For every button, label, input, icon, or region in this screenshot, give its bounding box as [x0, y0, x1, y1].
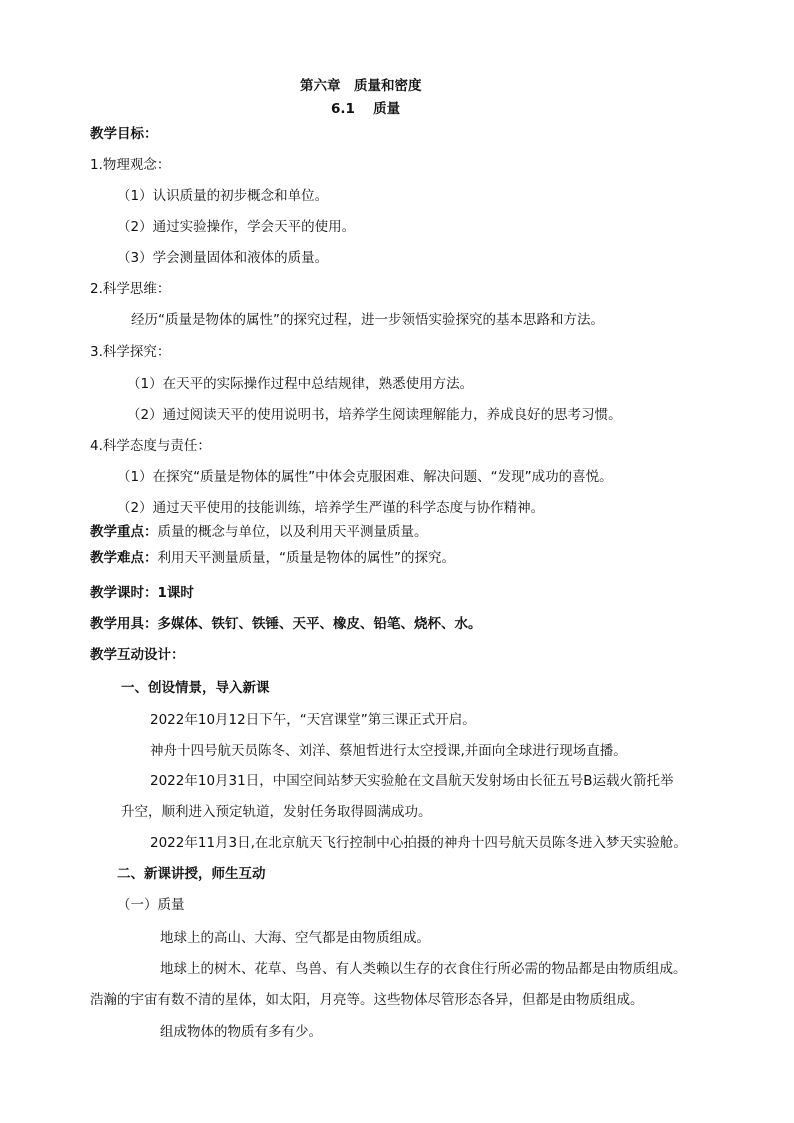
obj3-heading: 3.科学探究： [90, 344, 171, 360]
difficulties-label: 教学难点： [90, 550, 158, 566]
chapter-title: 第六章 质量和密度 [300, 78, 422, 94]
key-points-text: 质量的概念与单位，以及利用天平测量质量。 [157, 524, 428, 540]
part1-line: 神舟十四号航天员陈冬、刘洋、蔡旭哲进行太空授课,并面向全球进行现场直播。 [150, 743, 627, 759]
part1-heading: 一、创设情景，导入新课 [121, 680, 270, 696]
interaction-heading: 教学互动设计： [90, 647, 185, 663]
obj1-item: （3）学会测量固体和液体的质量。 [117, 250, 329, 266]
part1-line: 2022年11月3日,在北京航天飞行控制中心拍摄的神舟十四号航天员陈冬进入梦天实验舱。 [150, 835, 687, 851]
difficulties-text: 利用天平测量质量，“质量是物体的属性”的探究。 [157, 550, 455, 566]
difficulties [90, 549, 455, 567]
obj1-item: （2）通过实验操作，学会天平的使用。 [117, 219, 356, 235]
sub1-line: 地球上的树木、花草、鸟兽、有人类赖以生存的衣食住行所必需的物品都是由物质组成。 [160, 961, 687, 977]
sub1-line: 组成物体的物质有多有少。 [160, 1024, 322, 1040]
part2-heading: 二、新课讲授，师生互动 [117, 866, 266, 882]
part1-line: 2022年10月31日，中国空间站梦天实验舱在文昌航天发射场由长征五号B运载火箭托举 [150, 773, 674, 789]
obj3-item: （1）在天平的实际操作过程中总结规律，熟悉使用方法。 [127, 376, 474, 392]
obj1-item: （1）认识质量的初步概念和单位。 [117, 188, 329, 204]
part1-line: 升空，顺利进入预定轨道，发射任务取得圆满成功。 [121, 804, 432, 820]
sub1-line: 地球上的高山、大海、空气都是由物质组成。 [160, 930, 430, 946]
obj3-item: （2）通过阅读天平的使用说明书，培养学生阅读理解能力，养成良好的思考习惯。 [127, 407, 622, 423]
sub1-line: 浩瀚的宇宙有数不清的星体，如太阳，月亮等。这些物体尽管形态各异，但都是由物质组成。 [90, 992, 644, 1008]
objectives-heading: 教学目标： [90, 126, 158, 142]
part1-line: 2022年10月12日下午，“天宫课堂”第三课正式开启。 [150, 712, 476, 728]
obj4-heading: 4.科学态度与责任： [90, 438, 211, 454]
key-points [90, 523, 428, 541]
sub1-heading: （一）质量 [117, 897, 185, 913]
obj2-heading: 2.科学思维： [90, 281, 171, 297]
obj4-item: （2）通过天平使用的技能训练，培养学生严谨的科学态度与协作精神。 [117, 500, 545, 516]
obj1-heading: 1.物理观念： [90, 157, 171, 173]
key-points-label: 教学重点： [90, 524, 158, 540]
obj4-item: （1）在探究“质量是物体的属性”中体会克服困难、解决问题、“发现”成功的喜悦。 [117, 469, 613, 485]
obj2-text: 经历“质量是物体的属性”的探究过程，进一步领悟实验探究的基本思路和方法。 [131, 312, 604, 328]
section-title: 6.1 质量 [331, 101, 401, 117]
materials: 教学用具：多媒体、铁钉、铁锤、天平、橡皮、铅笔、烧杯、水。 [90, 616, 482, 632]
class-hours: 教学课时：1课时 [90, 585, 194, 601]
